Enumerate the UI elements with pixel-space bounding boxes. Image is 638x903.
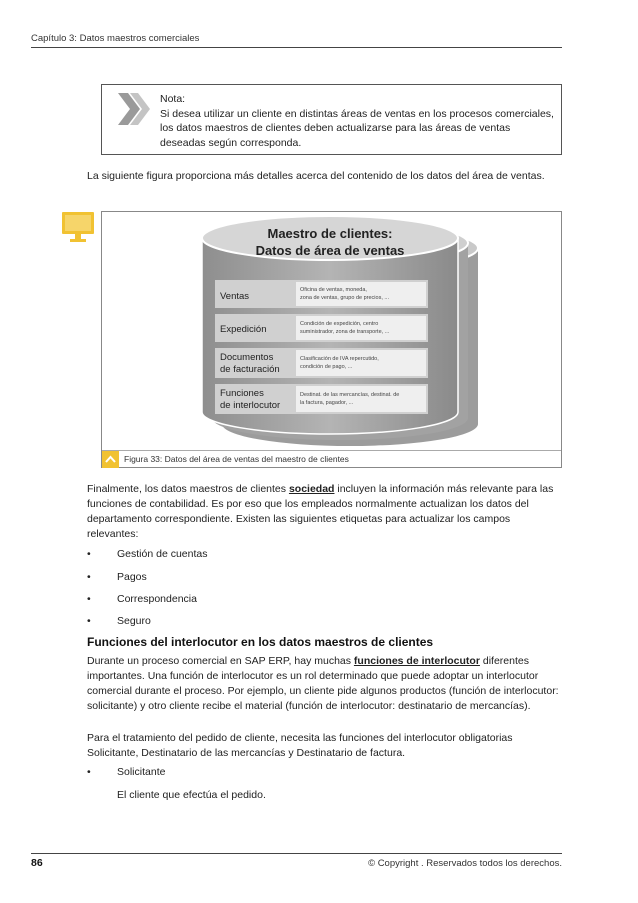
bullet-dot: •: [87, 615, 91, 627]
chevron-up-icon: [102, 451, 119, 468]
row-label-expedicion: Expedición: [220, 324, 267, 335]
figure-caption: Figura 33: Datos del área de ventas del maestro de clientes: [124, 454, 349, 464]
double-chevron-icon: [116, 91, 152, 127]
figure-caption-bar: [102, 450, 561, 468]
row-label-documentos-1: Documentos: [220, 352, 274, 363]
bullet-dot: •: [87, 766, 91, 778]
row-desc-ventas-2: zona de ventas, grupo de precios, ...: [300, 295, 389, 301]
row-desc-expedicion-1: Condición de expedición, centro: [300, 321, 379, 327]
paragraph-interlocutor-part2: diferentes importantes. Una función de interlocutor es un rol determinado que puede adoptar un interlocutor comercial durante el proceso. Por ejemplo, un cliente pide algunos productos (función de interlocutor: solicitante) y otro cliente recibe el material (función de interlocutor: destinatario de mercancías).: [87, 655, 559, 712]
bullet-text: Seguro: [117, 615, 151, 627]
bullet-text: Gestión de cuentas: [117, 548, 208, 560]
bullet-text: Solicitante: [117, 766, 166, 778]
row-label-documentos-2: de facturación: [220, 364, 280, 375]
row-label-ventas: Ventas: [220, 291, 250, 302]
section-heading: Funciones del interlocutor en los datos maestros de clientes: [87, 635, 434, 649]
collapse-figure-button[interactable]: [102, 451, 119, 468]
sales-area-diagram: [102, 212, 561, 449]
note-content: [160, 92, 556, 150]
term-link-funciones[interactable]: funciones de interlocutor: [353, 655, 480, 667]
intro-paragraph: La siguiente figura proporciona más detalles acerca del contenido de los datos del área de ventas.: [87, 170, 545, 182]
row-desc-documentos-2: condición de pago, ...: [300, 364, 353, 370]
page-number: 86: [31, 857, 43, 869]
term-link-sociedad[interactable]: sociedad: [288, 483, 335, 495]
bullet-text: Correspondencia: [117, 593, 197, 605]
row-desc-funciones-1: Destinat. de las mercancías, destinat. de: [300, 392, 400, 398]
bullet-text: Pagos: [117, 571, 147, 583]
footer-divider: [31, 853, 562, 854]
note-body: Si desea utilizar un cliente en distintas áreas de ventas en los procesos comerciales, los datos maestros de clientes deben actualizarse para las áreas de ventas deseadas según corresponda.: [160, 107, 554, 149]
note-box: [101, 84, 562, 155]
row-desc-funciones-2: la factura, pagador, ...: [300, 400, 354, 406]
row-label-funciones-2: de interlocutor: [220, 400, 281, 411]
header-divider: [31, 47, 562, 48]
row-desc-expedicion-2: suministrador, zona de transporte, ...: [300, 329, 390, 335]
paragraph-sociedad: [87, 482, 563, 542]
paragraph-tratamiento: Para el tratamiento del pedido de cliente, necesita las funciones del interlocutor obligatorias Solicitante, Destinatario de las mercancías y Destinatario de factura.: [87, 732, 513, 759]
paragraph-sociedad-part2: incluyen la información más relevante para las funciones de contabilidad. Es por eso que los empleados normalmente actualizan los datos del departamento correspondiente. Existen las siguientes etiquetas para actualizar los campos relevantes:: [87, 483, 554, 540]
row-label-funciones-1: Funciones: [220, 388, 264, 399]
bullet-dot: •: [87, 548, 91, 560]
copyright-notice: © Copyright . Reservados todos los derechos.: [368, 858, 562, 869]
figure-sales-area: [101, 211, 562, 468]
diagram-title-line1: Maestro de clientes:: [267, 226, 393, 241]
paragraph-interlocutor-part1: Durante un proceso comercial en SAP ERP, hay muchas: [87, 655, 354, 667]
row-desc-ventas-1: Oficina de ventas, moneda,: [300, 287, 367, 293]
paragraph-interlocutor: [87, 654, 563, 714]
bullet-dot: •: [87, 571, 91, 583]
note-title: Nota:: [160, 93, 186, 105]
solicitante-description: El cliente que efectúa el pedido.: [117, 789, 266, 801]
bullet-dot: •: [87, 593, 91, 605]
diagram-title-line2: Datos de área de ventas: [255, 243, 405, 258]
running-header: Capítulo 3: Datos maestros comerciales: [31, 33, 200, 44]
monitor-icon: [61, 211, 95, 243]
row-desc-documentos-1: Clasificación de IVA repercutido,: [300, 356, 379, 362]
paragraph-sociedad-part1: Finalmente, los datos maestros de clientes: [87, 483, 289, 495]
